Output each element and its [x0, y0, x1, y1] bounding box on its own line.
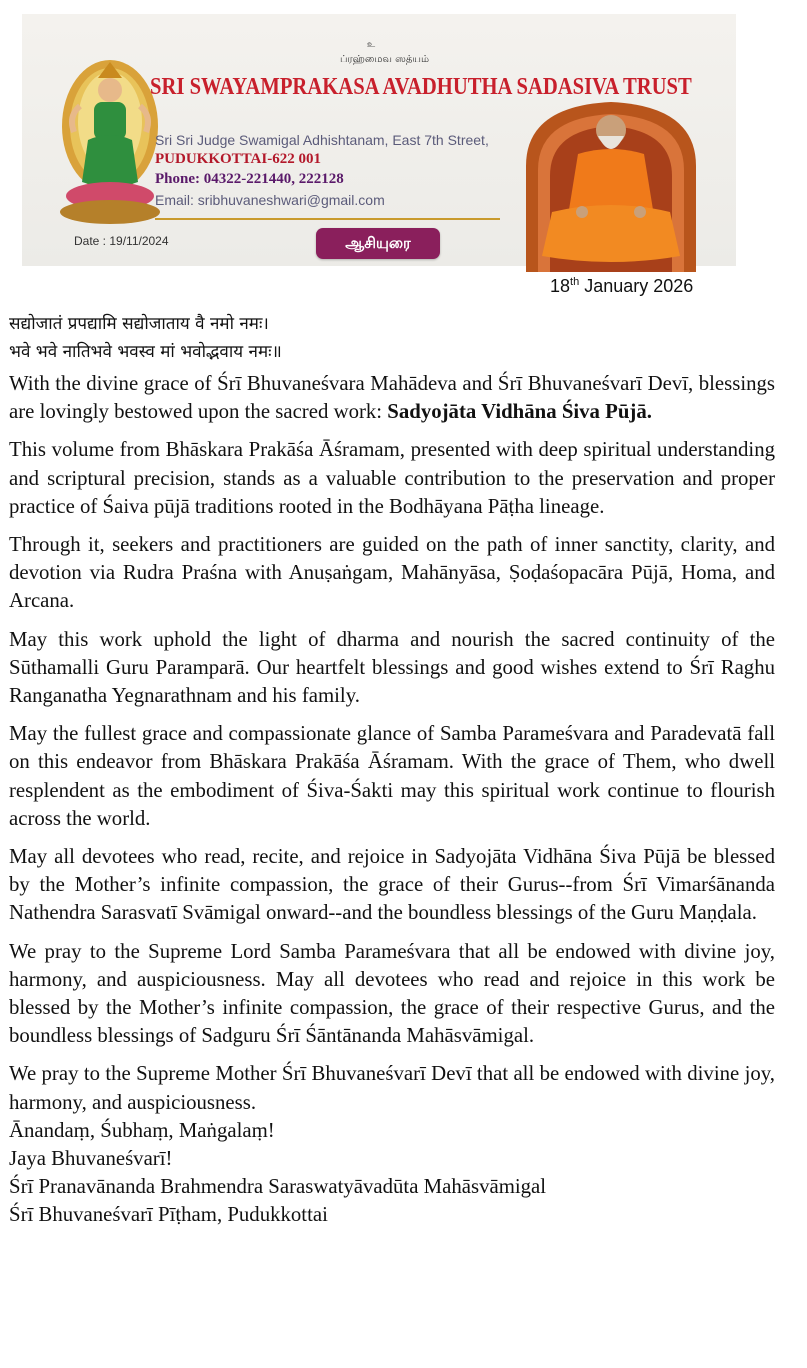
paragraph-1: With the divine grace of Śrī Bhuvaneśvara Mahādeva and Śrī Bhuvaneśvarī Devī, blessings are lovingly bestowed upon the sacred work: Sadyojāta Vidhāna Śiva Pūjā. — [9, 372, 775, 424]
paragraph-2: This volume from Bhāskara Prakāśa Āśramam, presented with deep spiritual understanding and scriptural precision, stands as a valuable contribution to the preservation and proper practice of Śaiva pūjā traditions rooted in the Bodhāyana Pāṭha lineage. — [9, 438, 775, 518]
letterhead — [22, 14, 736, 266]
letter-body — [9, 310, 775, 1230]
tamil-subtitle: ப்ரஹ்மைவ ஸத்யம் — [340, 54, 429, 65]
trust-name: SRI SWAYAMPRAKASA AVADHUTHA SADASIVA TRUST — [150, 74, 692, 100]
signature-name: Śrī Pranavānanda Brahmendra Saraswatyāvadūta Mahāsvāmigal — [9, 1175, 547, 1199]
closing-greeting: Ānandaṃ, Śubhaṃ, Maṅgalaṃ! — [9, 1118, 275, 1142]
closing-invocation: Jaya Bhuvaneśvarī! — [9, 1147, 173, 1171]
letter-date: 18th January 2026 — [550, 276, 694, 296]
letterhead-divider — [155, 218, 500, 220]
trust-pincode: PUDUKKOTTAI-622 001 — [155, 151, 321, 167]
swamiji-image — [512, 96, 710, 272]
trust-email: Email: sribhuvaneshwari@gmail.com — [155, 192, 385, 208]
om-mark: உ — [367, 40, 376, 50]
paragraph-7: We pray to the Supreme Lord Samba Parameśvara that all be endowed with divine joy, harmony, and auspiciousness. May all devotees who read and rejoice in this work be blessed by the Mother’s infinite compassion, the grace of their respective Gurus, and the boundless blessings of Sadguru Śrī Śāntānanda Mahāsvāmigal. — [9, 939, 775, 1048]
mantra-line-2: भवे भवे नातिभवे भवस्व मां भवोद्भवाय नमः॥ — [9, 342, 282, 362]
paragraph-8: We pray to the Supreme Mother Śrī Bhuvaneśvarī Devī that all be endowed with divine joy, harmony, and auspiciousness. — [9, 1062, 775, 1114]
paragraph-5: May the fullest grace and compassionate glance of Samba Parameśvara and Paradevatā fall on this endeavor from Bhāskara Prakāśa Āśramam. With the grace of Them, who dwell resplendent as the embodiment of Śiva-Śakti may this spiritual work continue to flourish across the world. — [9, 722, 775, 830]
signature-place: Śrī Bhuvaneśvarī Pīṭham, Pudukkottai — [9, 1203, 328, 1227]
work-title: Sadyojāta Vidhāna Śiva Pūjā. — [387, 400, 652, 424]
mantra-line-1: सद्योजातं प्रपद्यामि सद्योजाताय वै नमो नमः। — [9, 314, 269, 334]
letterhead-date: Date : 19/11/2024 — [74, 234, 169, 248]
goddess-image — [58, 56, 162, 228]
trust-address: Sri Sri Judge Swamigal Adhishtanam, East 7th Street, — [155, 132, 489, 148]
paragraph-6: May all devotees who read, recite, and rejoice in Sadyojāta Vidhāna Śiva Pūjā be blessed by the Mother’s infinite compassion, the grace of their Gurus--from Śrī Vimarśānanda Nathendra Sarasvatī Svāmigal onward--and the boundless blessings of the Guru Maṇḍala. — [9, 845, 775, 925]
sanskrit-mantra — [9, 310, 775, 366]
trust-phone: Phone: 04322-221440, 222128 — [155, 171, 344, 187]
paragraph-3: Through it, seekers and practitioners are guided on the path of inner sanctity, clarity, and devotion via Rudra Praśna with Anuṣaṅgam, Mahānyāsa, Ṣoḍaśopacāra Pūjā, Homa, and Arcana. — [9, 533, 775, 613]
blessing-badge: ஆசியுரை — [316, 228, 440, 259]
paragraph-4: May this work uphold the light of dharma and nourish the sacred continuity of the Sūthamalli Guru Paramparā. Our heartfelt blessings and good wishes extend to Śrī Raghu Ranganatha Yegnarathnam and his family. — [9, 627, 775, 708]
